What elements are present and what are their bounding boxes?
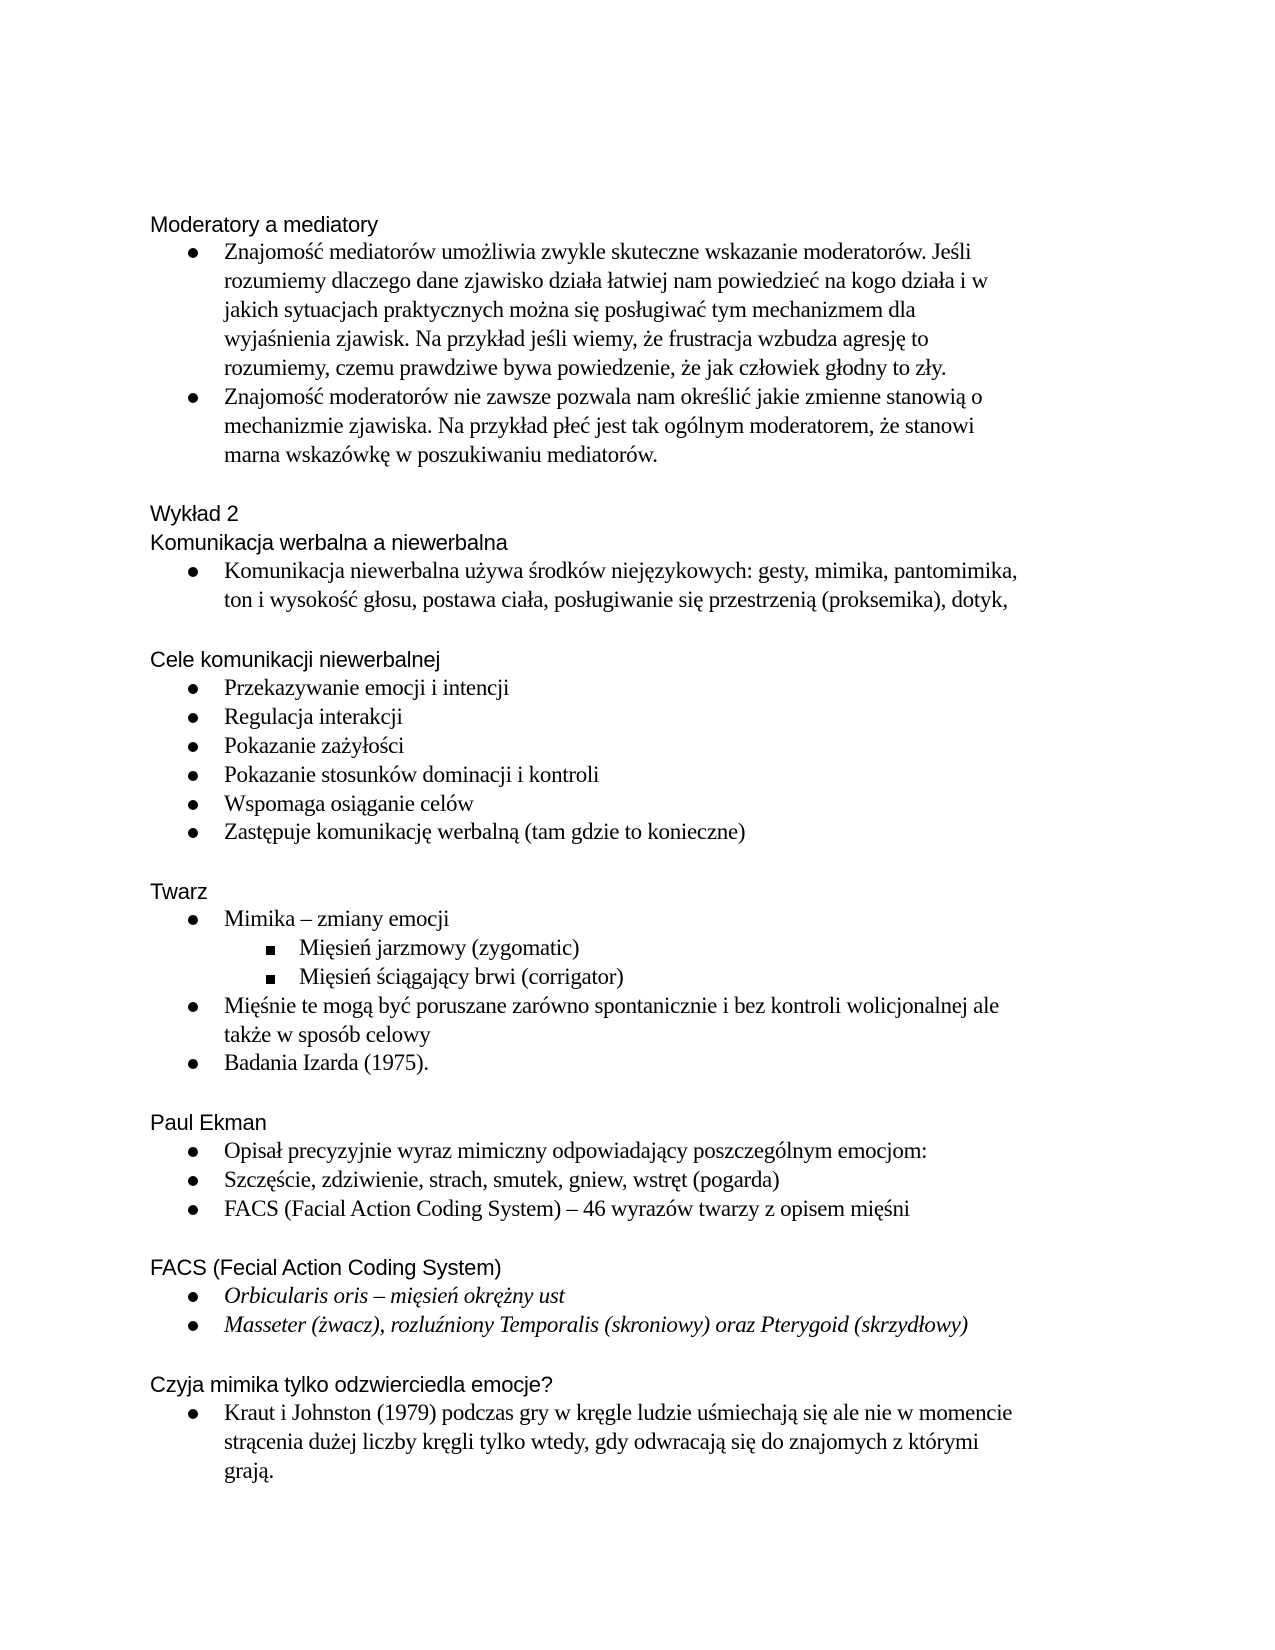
list-item [224,1166,1124,1195]
list-item [224,383,1124,470]
text-line: Wspomaga osiąganie celów [224,791,474,816]
section-heading-ekman: Paul Ekman [150,1110,267,1135]
section-heading-cele: Cele komunikacji niewerbalnej [150,647,441,672]
list-item [224,818,1124,847]
bullet-icon [188,800,198,810]
section-heading-twarz: Twarz [150,879,208,904]
list-item [224,761,1124,790]
list-item [224,992,1124,1050]
text-line: Przekazywanie emocji i intencji [224,675,510,700]
text-line: Regulacja interakcji [224,704,403,729]
square-bullet-icon [266,975,275,984]
text-line: Znajomość moderatorów nie zawsze pozwala nam określić jakie zmienne stanowią o [224,384,983,409]
text-line: Kraut i Johnston (1979) podczas gry w kręgle ludzie uśmiechają się ale nie w momencie [224,1400,1013,1425]
section-heading-facs: FACS (Fecial Action Coding System) [150,1255,502,1280]
list-item [224,1049,1124,1078]
text-line: także w sposób celowy [224,1021,431,1047]
bullet-icon [188,828,198,838]
bullet-icon [188,393,198,403]
bullet-icon [188,742,198,752]
list-item [224,1282,1124,1311]
text-line: grają. [224,1457,274,1483]
list-item [224,557,1124,615]
text-line: ton i wysokość głosu, postawa ciała, posługiwanie się przestrzenią (proksemika), dotyk, [224,586,1008,612]
text-line: FACS (Facial Action Coding System) – 46 wyrazów twarzy z opisem mięśni [224,1196,910,1221]
text-line: rozumiemy dlaczego dane zjawisko działa łatwiej nam powiedzieć na kogo działa i w [224,267,988,293]
text-line: Masseter (żwacz), rozluźniony Temporalis (skroniowy) oraz Pterygoid (skrzydłowy) [224,1312,968,1337]
text-line: marna wskazówkę w poszukiwaniu mediatorów. [224,441,658,467]
list-item [224,905,1124,934]
sub-list-item [299,963,1199,992]
text-line: Zastępuje komunikację werbalną (tam gdzie to konieczne) [224,819,746,844]
bullet-icon [188,1176,198,1186]
bullet-icon [188,1002,198,1012]
bullet-icon [188,1292,198,1302]
text-line: mechanizmie zjawiska. Na przykład płeć jest tak ogólnym moderatorem, że stanowi [224,412,975,438]
list-item [224,674,1124,703]
text-line: Badania Izarda (1975). [224,1050,429,1075]
bullet-icon [188,1205,198,1215]
text-line: jakich sytuacjach praktycznych można się posługiwać tym mechanizmem dla [224,296,916,322]
text-line: Szczęście, zdziwienie, strach, smutek, gniew, wstręt (pogarda) [224,1167,780,1192]
text-line: wyjaśnienia zjawisk. Na przykład jeśli wiemy, że frustracja wzbudza agresję to [224,325,929,351]
text-line: Pokazanie stosunków dominacji i kontroli [224,762,600,787]
bullet-icon [188,248,198,258]
bullet-icon [188,1409,198,1419]
text-line: rozumiemy, czemu prawdziwe bywa powiedzenie, że jak człowiek głodny to zły. [224,354,947,380]
bullet-icon [188,1059,198,1069]
bullet-icon [188,915,198,925]
section-heading-wyklad: Wykład 2 [150,501,239,526]
list-item [224,790,1124,819]
list-item [224,1311,1124,1340]
bullet-icon [188,1147,198,1157]
bullet-icon [188,771,198,781]
bullet-icon [188,684,198,694]
bullet-icon [188,713,198,723]
section-heading-czyja: Czyja mimika tylko odzwierciedla emocje? [150,1372,553,1397]
text-line: Mięsień jarzmowy (zygomatic) [299,935,580,960]
list-item [224,1195,1124,1224]
list-item [224,732,1124,761]
section-heading-moderatory: Moderatory a mediatory [150,212,378,237]
square-bullet-icon [266,946,275,955]
text-line: Opisał precyzyjnie wyraz mimiczny odpowiadający poszczególnym emocjom: [224,1138,928,1163]
list-item [224,1399,1124,1486]
list-item [224,703,1124,732]
text-line: Znajomość mediatorów umożliwia zwykle skuteczne wskazanie moderatorów. Jeśli [224,239,972,264]
text-line: Mimika – zmiany emocji [224,906,450,931]
bullet-icon [188,567,198,577]
section-heading-komunikacja: Komunikacja werbalna a niewerbalna [150,530,508,555]
text-line: strącenia dużej liczby kręgli tylko wtedy, gdy odwracają się do znajomych z którymi [224,1428,979,1454]
text-line: Mięsień ściągający brwi (corrigator) [299,964,624,989]
sub-list-item [299,934,1199,963]
text-line: Mięśnie te mogą być poruszane zarówno spontanicznie i bez kontroli wolicjonalnej ale [224,993,1000,1018]
list-item [224,1137,1124,1166]
text-line: Komunikacja niewerbalna używa środków niejęzykowych: gesty, mimika, pantomimika, [224,558,1018,583]
text-line: Orbicularis oris – mięsień okrężny ust [224,1283,565,1308]
list-item [224,238,1124,383]
bullet-icon [188,1321,198,1331]
text-line: Pokazanie zażyłości [224,733,405,758]
